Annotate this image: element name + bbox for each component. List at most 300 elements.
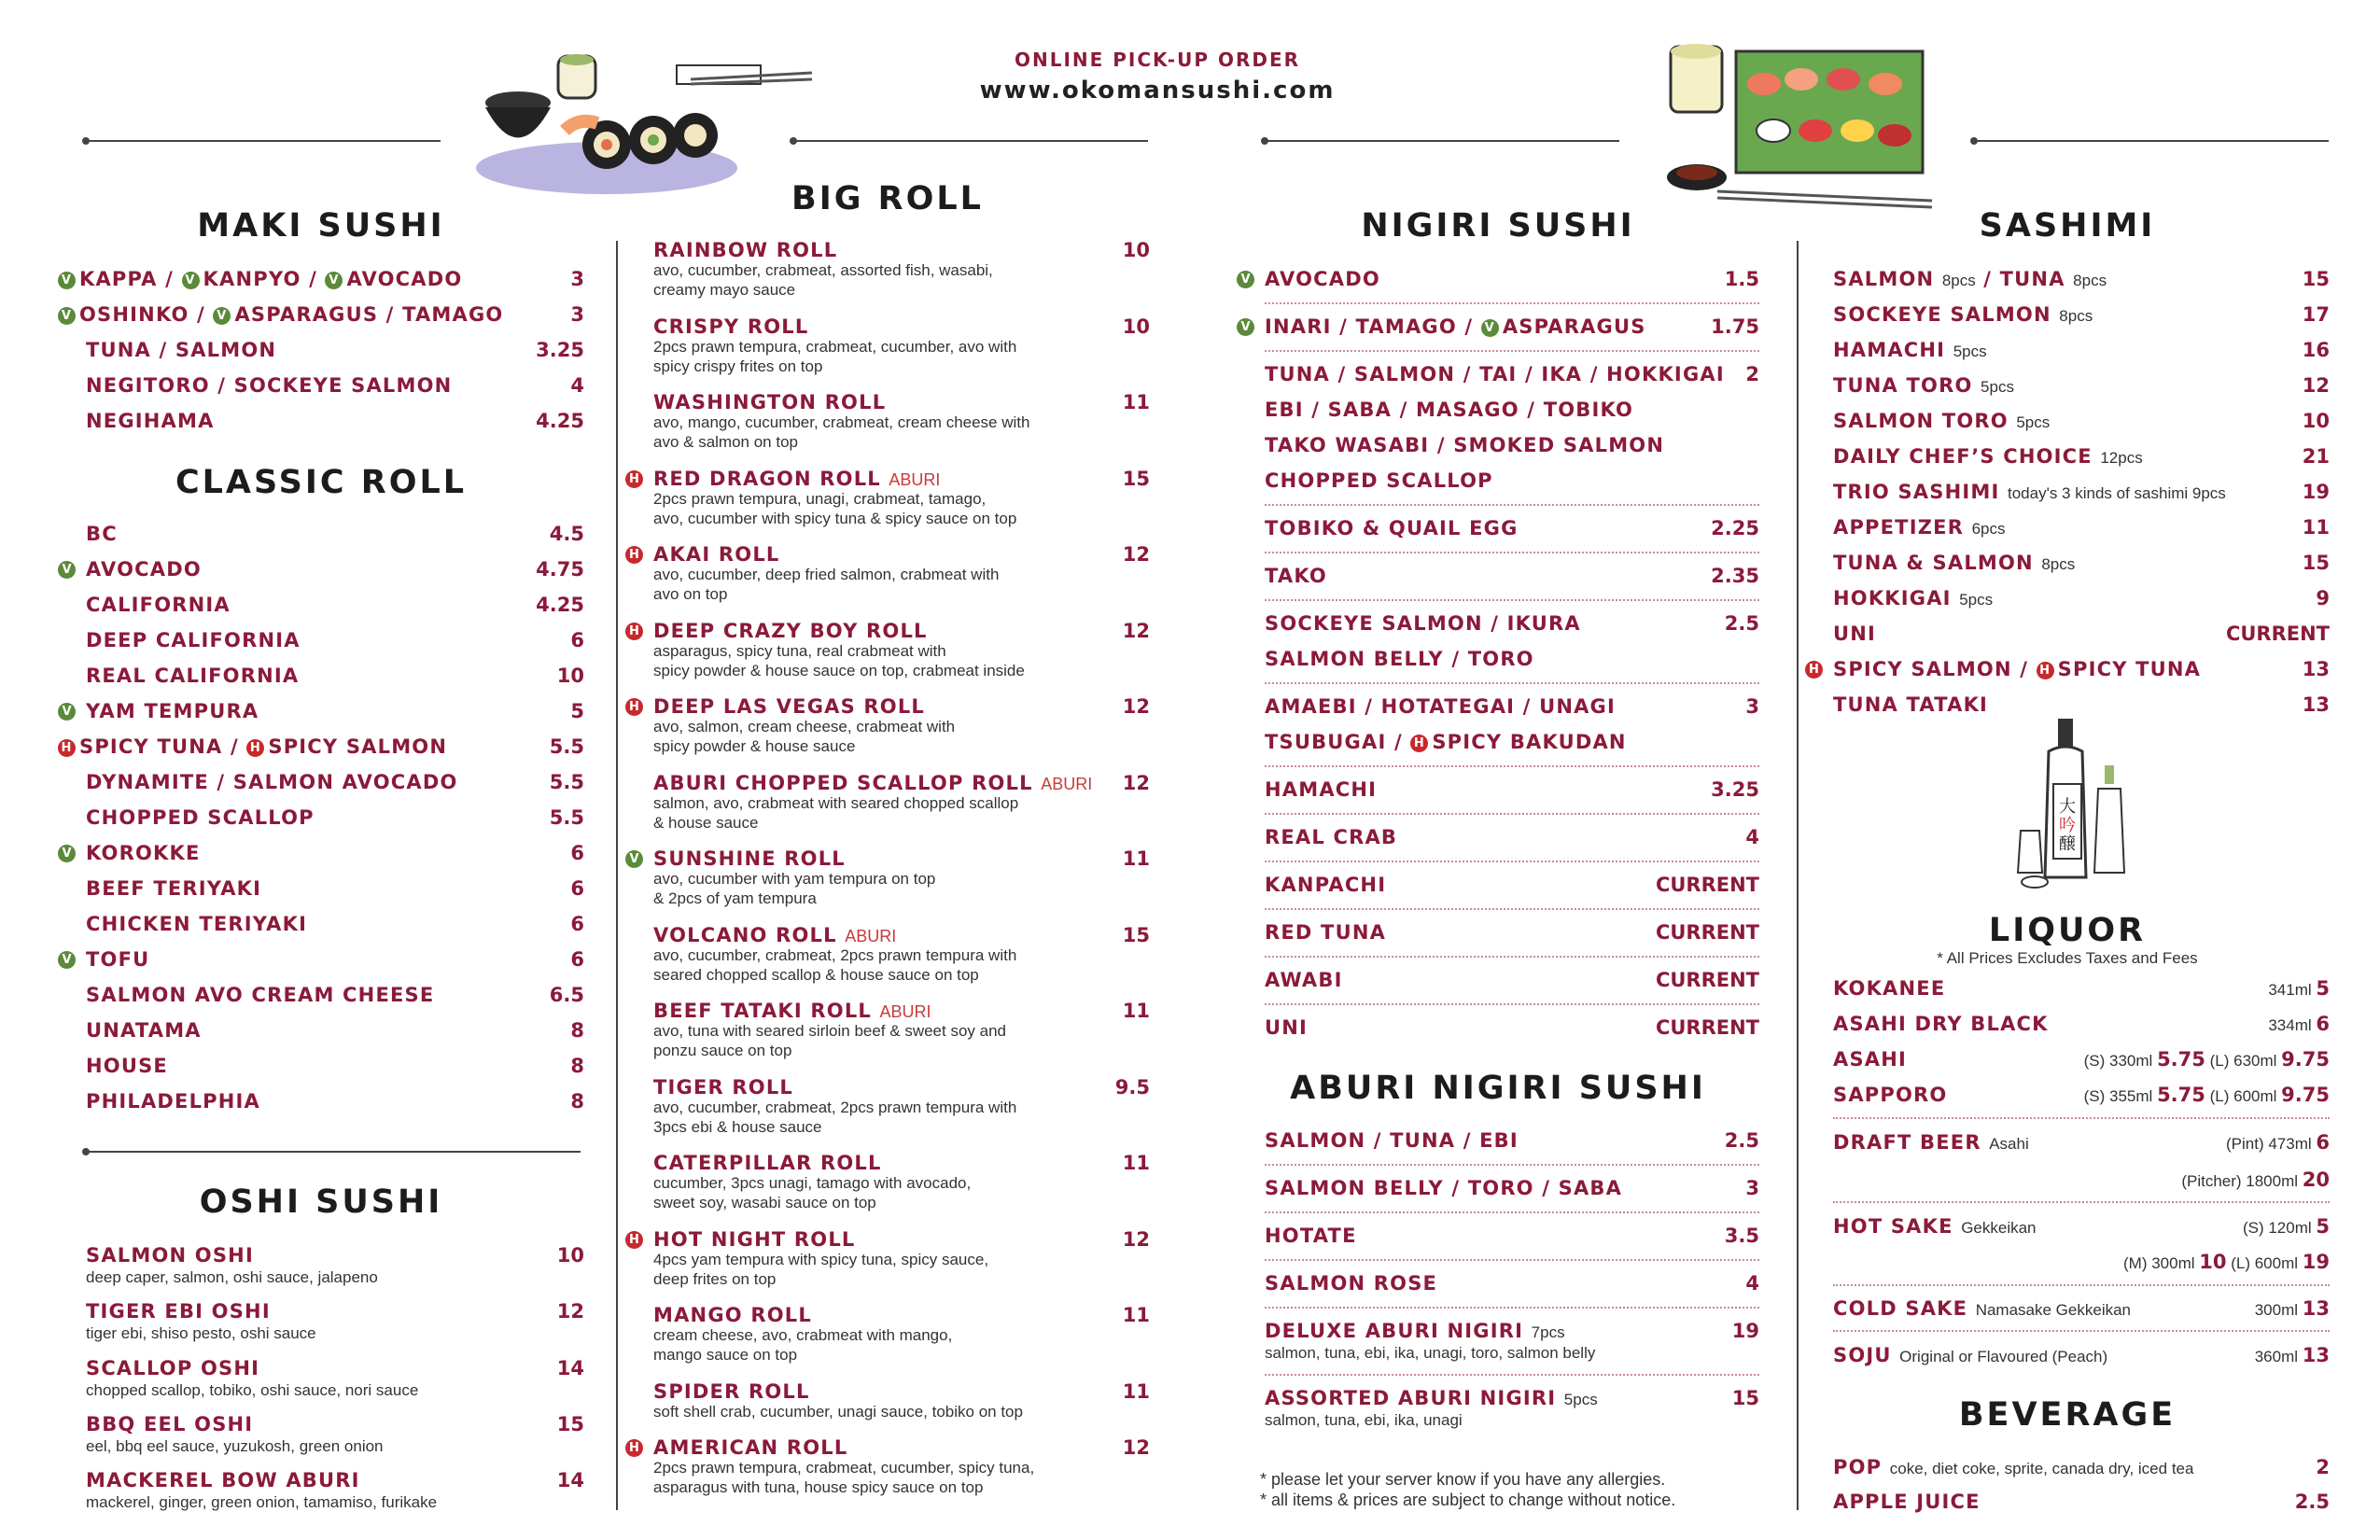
- item-price: 5.75: [2157, 1084, 2205, 1106]
- item-price: 5.5: [549, 735, 584, 758]
- menu-item[interactable]: [58, 303, 584, 331]
- item-price: 6: [570, 913, 584, 935]
- big-roll-item[interactable]: [625, 772, 1150, 837]
- item-name: DEEP LAS VEGAS ROLL: [653, 695, 926, 718]
- menu-item[interactable]: [1237, 1177, 1759, 1205]
- item-description: salmon, tuna, ebi, ika, unagi: [1265, 1411, 1463, 1429]
- item-qty: 8pcs: [1941, 272, 1976, 289]
- item-qty: 7pcs: [1531, 1323, 1565, 1341]
- menu-item[interactable]: [58, 374, 584, 402]
- item-price: 4: [1745, 826, 1759, 848]
- menu-item[interactable]: [58, 700, 584, 728]
- menu-item[interactable]: [1237, 315, 1759, 343]
- item-name: KAPPA: [79, 268, 158, 290]
- item-name-wrap: [653, 1304, 812, 1326]
- item-name: COLD SAKE: [1833, 1297, 1968, 1320]
- svg-text:醸: 醸: [2059, 834, 2076, 854]
- menu-item[interactable]: [58, 339, 584, 367]
- item-name-wrap: [1833, 1344, 2107, 1366]
- item-detail: Original or Flavoured (Peach): [1899, 1348, 2108, 1365]
- item-name: ABURI CHOPPED SCALLOP ROLL: [653, 771, 1033, 794]
- separator: /: [222, 735, 247, 758]
- aburi-tag: ABURI: [845, 926, 897, 945]
- menu-item[interactable]: [1237, 969, 1759, 997]
- spicy-hot-icon: H: [58, 739, 76, 757]
- item-description: avo, salmon, cream cheese, crabmeat with: [653, 718, 956, 735]
- size-price: [2243, 1215, 2330, 1238]
- item-name-wrap: [1833, 516, 2006, 539]
- menu-item[interactable]: [1805, 1491, 2330, 1519]
- dotted-divider: [1265, 350, 1759, 352]
- item-price: 11: [2302, 516, 2330, 539]
- item-name: HOUSE: [86, 1055, 168, 1077]
- dotted-divider: [1833, 1117, 2330, 1119]
- dotted-divider: [1265, 908, 1759, 910]
- item-price: 11: [1122, 847, 1150, 870]
- item-price: 3: [570, 268, 584, 290]
- vegetarian-icon: V: [1237, 271, 1254, 288]
- big-roll-item[interactable]: [625, 468, 1150, 533]
- vegetarian-icon: V: [58, 561, 76, 579]
- dotted-divider: [1265, 1164, 1759, 1166]
- menu-item[interactable]: [58, 1300, 584, 1349]
- item-name: TUNA / SALMON: [86, 339, 277, 361]
- item-description: sweet soy, wasabi sauce on top: [653, 1194, 876, 1211]
- divider-left: [616, 241, 618, 1510]
- item-price: 16: [2302, 339, 2330, 361]
- menu-item[interactable]: [1237, 1387, 1759, 1435]
- item-name: AVOCADO: [86, 558, 202, 581]
- liquor-item[interactable]: [1805, 1344, 2330, 1372]
- menu-item[interactable]: [58, 913, 584, 941]
- menu-item[interactable]: [1237, 778, 1759, 806]
- item-name: SOCKEYE SALMON / IKURA: [1265, 612, 1581, 635]
- item-name: ASAHI DRY BLACK: [1833, 1013, 2049, 1035]
- menu-item[interactable]: [1805, 374, 2330, 402]
- item-name-wrap: [1833, 1048, 1907, 1071]
- item-description: avo, tuna with seared sirloin beef & sweet soy and: [653, 1022, 1006, 1040]
- menu-item[interactable]: [1805, 410, 2330, 438]
- item-name: REAL CRAB: [1265, 826, 1398, 848]
- menu-item[interactable]: [1805, 339, 2330, 367]
- nigiri-tsubugai-row: [1265, 731, 1627, 753]
- item-description: asparagus, spicy tuna, real crabmeat with: [653, 641, 946, 660]
- classic-spicy-row: [58, 735, 447, 758]
- item-price: 2.25: [1711, 517, 1759, 539]
- menu-item[interactable]: [1805, 693, 2330, 721]
- menu-item[interactable]: [1237, 1225, 1759, 1253]
- menu-item[interactable]: [1237, 268, 1759, 296]
- big-roll-item[interactable]: [625, 1076, 1150, 1141]
- item-name: INARI / TAMAGO /: [1265, 315, 1474, 338]
- menu-item[interactable]: [1237, 565, 1759, 593]
- item-price: 10: [1122, 239, 1150, 261]
- item-price: 8: [570, 1019, 584, 1042]
- item-description: avo, cucumber, deep fried salmon, crabmeat with: [653, 566, 1000, 583]
- menu-item[interactable]: [58, 268, 584, 296]
- item-price: 3: [1745, 1177, 1759, 1199]
- item-name: BEEF TERIYAKI: [86, 877, 262, 900]
- item-name: CATERPILLAR ROLL: [653, 1152, 882, 1174]
- menu-item[interactable]: [1237, 1129, 1759, 1157]
- menu-item[interactable]: [58, 1090, 584, 1118]
- item-description: avo, cucumber, crabmeat, 2pcs prawn tempura with: [653, 1098, 1017, 1116]
- big-roll-item[interactable]: [625, 620, 1150, 685]
- item-price: 20: [2302, 1169, 2330, 1191]
- big-roll-item[interactable]: [625, 1152, 1150, 1217]
- item-name: SALMON TORO: [1833, 410, 2009, 432]
- item-name: TAKO WASABI / SMOKED SALMON: [1265, 434, 1665, 456]
- menu-item[interactable]: [58, 948, 584, 976]
- big-roll-title: BIG ROLL: [791, 180, 984, 217]
- item-name: TUNA TORO: [1833, 374, 1973, 397]
- menu-item[interactable]: [1237, 363, 1759, 391]
- big-roll-item[interactable]: [625, 1304, 1150, 1369]
- item-name: ASPARAGUS: [1502, 315, 1646, 338]
- item-name: MANGO ROLL: [653, 1304, 812, 1326]
- menu-item[interactable]: [1237, 826, 1759, 854]
- item-description: creamy mayo sauce: [653, 281, 796, 299]
- menu-item[interactable]: [1237, 731, 1759, 759]
- item-name: SALMON BELLY / TORO / SABA: [1265, 1177, 1623, 1199]
- item-name: SAPPORO: [1833, 1084, 1948, 1106]
- item-description: avo, cucumber, crabmeat, assorted fish, wasabi,: [653, 261, 993, 279]
- item-price: 12: [1122, 695, 1150, 718]
- item-qty: 8pcs: [2059, 307, 2093, 325]
- menu-item[interactable]: [58, 1055, 584, 1083]
- menu-item[interactable]: [1805, 445, 2330, 473]
- item-description: mackerel, ginger, green onion, tamamiso, furikake: [86, 1493, 438, 1511]
- menu-item[interactable]: [58, 1244, 584, 1293]
- menu-item[interactable]: [1805, 587, 2330, 615]
- menu-item[interactable]: [1805, 516, 2330, 544]
- menu-item[interactable]: [58, 877, 584, 905]
- item-name: MACKEREL BOW ABURI: [86, 1469, 360, 1491]
- menu-item[interactable]: [1237, 1016, 1759, 1044]
- item-price: 12: [556, 1300, 584, 1323]
- dotted-divider: [1265, 1003, 1759, 1005]
- item-price: 10: [556, 1244, 584, 1267]
- item-name: EBI / SABA / MASAGO / TOBIKO: [1265, 399, 1634, 421]
- big-roll-item[interactable]: [625, 1228, 1150, 1294]
- big-roll-item[interactable]: [625, 924, 1150, 989]
- menu-item[interactable]: [1237, 469, 1759, 497]
- menu-item[interactable]: [58, 1357, 584, 1406]
- dotted-divider: [1265, 1259, 1759, 1261]
- item-description: asparagus with tuna, house spicy sauce on top: [653, 1478, 984, 1496]
- item-description: & 2pcs of yam tempura: [653, 889, 817, 907]
- liquor-item[interactable]: [1805, 1013, 2330, 1041]
- item-description: tiger ebi, shiso pesto, oshi sauce: [86, 1324, 316, 1342]
- liquor-item[interactable]: [1805, 1215, 2330, 1243]
- separator: /: [301, 268, 326, 290]
- spicy-hot-icon: H: [625, 546, 643, 564]
- vegetarian-icon: V: [625, 850, 643, 868]
- big-roll-item[interactable]: [625, 543, 1150, 609]
- dotted-divider: [1265, 1211, 1759, 1213]
- vegetarian-icon: V: [58, 703, 76, 721]
- big-roll-item[interactable]: [625, 695, 1150, 761]
- item-name-wrap: [1833, 587, 1993, 609]
- separator: /: [157, 268, 182, 290]
- menu-item[interactable]: [1237, 434, 1759, 462]
- item-name: SPICY SALMON: [268, 735, 448, 758]
- item-name: HOKKIGAI: [1833, 587, 1952, 609]
- item-price: 17: [2302, 303, 2330, 326]
- item-name: DEEP CALIFORNIA: [86, 629, 301, 651]
- big-roll-item[interactable]: [625, 315, 1150, 381]
- item-price: 21: [2302, 445, 2330, 468]
- liquor-title: LIQUOR: [1988, 912, 2147, 949]
- menu-item[interactable]: [1237, 517, 1759, 545]
- item-description: 2pcs prawn tempura, crabmeat, cucumber, avo with: [653, 337, 1017, 356]
- item-price: 3.5: [1724, 1225, 1759, 1247]
- item-name: TUNA: [1999, 268, 2065, 290]
- item-name-wrap: [653, 847, 846, 870]
- dotted-divider: [1265, 1374, 1759, 1376]
- item-description: soft shell crab, cucumber, unagi sauce, tobiko on top: [653, 1402, 1023, 1421]
- item-price: 3.25: [536, 339, 584, 361]
- item-price: 2.35: [1711, 565, 1759, 587]
- item-price: 5: [2316, 1215, 2330, 1238]
- menu-item[interactable]: [58, 1019, 584, 1047]
- menu-item[interactable]: [58, 410, 584, 438]
- menu-item[interactable]: [58, 1413, 584, 1462]
- menu-item[interactable]: [1805, 303, 2330, 331]
- item-price: CURRENT: [1655, 1016, 1759, 1039]
- vegetarian-icon: V: [1481, 319, 1499, 337]
- item-price: 8: [570, 1055, 584, 1077]
- item-name: TSUBUGAI /: [1265, 731, 1403, 753]
- item-qty: 5pcs: [2016, 413, 2051, 431]
- item-description: cucumber, 3pcs unagi, tamago with avocado,: [653, 1174, 972, 1192]
- spicy-hot-icon: H: [2037, 662, 2054, 679]
- oshi-title: OSHI SUSHI: [199, 1183, 443, 1221]
- item-price: 5: [570, 700, 584, 722]
- item-price: 12: [1122, 619, 1150, 642]
- menu-item[interactable]: [58, 735, 584, 763]
- menu-item[interactable]: [1237, 648, 1759, 676]
- item-detail: Namasake Gekkeikan: [1975, 1301, 2132, 1319]
- item-detail: Asahi: [1989, 1135, 2029, 1153]
- maki-row-1: [58, 268, 462, 290]
- item-name: RED DRAGON ROLL: [653, 467, 881, 490]
- dotted-divider: [1833, 1284, 2330, 1286]
- item-price: 14: [556, 1469, 584, 1491]
- item-price: CURRENT: [2225, 623, 2330, 645]
- liquor-item[interactable]: [1805, 977, 2330, 1005]
- item-name: SALMON AVO CREAM CHEESE: [86, 984, 435, 1006]
- item-description: avo, cucumber, crabmeat, 2pcs prawn tempura with: [653, 945, 1017, 964]
- menu-item[interactable]: [1805, 268, 2330, 296]
- item-price: 13: [2302, 1297, 2330, 1320]
- menu-item[interactable]: [58, 558, 584, 586]
- big-roll-item[interactable]: [625, 1000, 1150, 1065]
- dotted-divider: [1265, 956, 1759, 958]
- size-price: [2181, 1169, 2330, 1191]
- item-name: HAMACHI: [1833, 339, 1946, 361]
- separator: /: [2011, 658, 2037, 680]
- menu-item[interactable]: [1237, 1272, 1759, 1300]
- item-name-wrap: [653, 391, 886, 413]
- menu-item[interactable]: [58, 523, 584, 551]
- item-description: chopped scallop, tobiko, oshi sauce, nori sauce: [86, 1381, 419, 1399]
- beverage-title: BEVERAGE: [1958, 1396, 2177, 1434]
- menu-item[interactable]: [58, 806, 584, 834]
- divider-right: [1797, 241, 1799, 1510]
- item-name: TAMAGO: [402, 303, 504, 326]
- big-roll-item[interactable]: [625, 847, 1150, 913]
- item-name: TRIO SASHIMI: [1833, 481, 2000, 503]
- item-price: 12: [1122, 771, 1150, 794]
- item-price: 6: [2316, 1013, 2330, 1035]
- item-name-wrap: [1833, 303, 2093, 326]
- aburi-nigiri-title: ABURI NIGIRI SUSHI: [1290, 1070, 1706, 1107]
- menu-item[interactable]: [58, 665, 584, 693]
- item-price: 4: [570, 374, 584, 397]
- menu-item[interactable]: [58, 1469, 584, 1518]
- item-name: TAKO: [1265, 565, 1327, 587]
- menu-item[interactable]: [58, 984, 584, 1012]
- menu-item[interactable]: [58, 594, 584, 622]
- dotted-divider: [1833, 1201, 2330, 1203]
- item-price: 10: [556, 665, 584, 687]
- assorted-aburi-row: [1265, 1387, 1598, 1409]
- column-maki-classic-oshi: [58, 0, 584, 1540]
- menu-item[interactable]: [1237, 695, 1759, 723]
- item-description: deep frites on top: [653, 1269, 777, 1288]
- item-name: SALMON: [1833, 268, 1935, 290]
- item-name: SPIDER ROLL: [653, 1379, 810, 1403]
- menu-item[interactable]: [1805, 658, 2330, 686]
- item-name: ASPARAGUS: [234, 303, 379, 326]
- item-name: AVOCADO: [1265, 268, 1380, 290]
- menu-item[interactable]: [58, 771, 584, 799]
- liquor-item[interactable]: [1805, 1169, 2330, 1197]
- aburi-tag: ABURI: [1041, 774, 1093, 793]
- item-qty: today's 3 kinds of sashimi 9pcs: [2008, 484, 2226, 502]
- item-price: 3: [1745, 695, 1759, 718]
- big-roll-item[interactable]: [625, 1380, 1150, 1446]
- item-name: TUNA TATAKI: [1833, 693, 1989, 716]
- dotted-divider: [1265, 765, 1759, 767]
- item-name: DYNAMITE / SALMON AVOCADO: [86, 771, 458, 793]
- item-name-wrap: [653, 1380, 810, 1403]
- menu-item[interactable]: [1805, 552, 2330, 580]
- item-description: avo on top: [653, 585, 728, 603]
- menu-item[interactable]: [1237, 399, 1759, 427]
- item-qty: 5pcs: [1981, 378, 2014, 396]
- item-price: 6: [570, 877, 584, 900]
- item-description: spicy crispy frites on top: [653, 357, 823, 375]
- menu-item[interactable]: [1237, 874, 1759, 902]
- spicy-hot-icon: H: [625, 623, 643, 640]
- item-description: 2pcs prawn tempura, unagi, crabmeat, tamago,: [653, 489, 987, 508]
- item-price: 15: [556, 1413, 584, 1435]
- item-qty: 8pcs: [2073, 272, 2107, 289]
- liquor-item[interactable]: [1805, 1084, 2330, 1112]
- size-label: (S) 355ml: [2083, 1087, 2153, 1105]
- item-name-wrap: [653, 315, 808, 338]
- menu-item[interactable]: [1237, 1320, 1759, 1368]
- item-name: SALMON BELLY / TORO: [1265, 648, 1534, 670]
- dotted-divider: [1265, 599, 1759, 601]
- liquor-item[interactable]: [1805, 1048, 2330, 1076]
- separator: /: [378, 303, 403, 326]
- item-name-wrap: [1833, 977, 1945, 1000]
- item-name-wrap: [1833, 1084, 1947, 1106]
- liquor-item[interactable]: [1805, 1297, 2330, 1325]
- item-name: CHICKEN TERIYAKI: [86, 913, 308, 935]
- item-name-wrap: [1833, 1013, 2049, 1035]
- item-price: 1.5: [1724, 268, 1759, 290]
- menu-item[interactable]: [1237, 612, 1759, 640]
- spicy-hot-icon: H: [246, 739, 264, 757]
- liquor-item[interactable]: [1805, 1251, 2330, 1279]
- menu-item[interactable]: [1237, 921, 1759, 949]
- size-label: 300ml: [2254, 1301, 2299, 1319]
- item-description: 4pcs yam tempura with spicy tuna, spicy sauce,: [653, 1250, 989, 1268]
- size-label: (L) 600ml: [2231, 1254, 2299, 1272]
- item-price: 6: [570, 842, 584, 864]
- item-price: 12: [1122, 543, 1150, 566]
- item-price: 19: [1731, 1320, 1759, 1342]
- separator: /: [189, 303, 214, 326]
- item-price: 15: [1122, 923, 1150, 946]
- item-name: AVOCADO: [346, 268, 463, 290]
- nigiri-title: NIGIRI SUSHI: [1361, 207, 1635, 245]
- item-name-wrap: [653, 1152, 882, 1174]
- item-description: salmon, tuna, ebi, ika, unagi, toro, salmon belly: [1265, 1344, 1596, 1362]
- spicy-hot-icon: H: [625, 698, 643, 716]
- item-description: avo, mango, cucumber, crabmeat, cream cheese with: [653, 413, 1030, 431]
- item-name: SALMON ROSE: [1265, 1272, 1438, 1295]
- menu-item[interactable]: [1805, 481, 2330, 509]
- website-url[interactable]: www.okomansushi.com: [979, 77, 1336, 105]
- item-detail: Gekkeikan: [1961, 1219, 2037, 1237]
- item-price: CURRENT: [1655, 874, 1759, 896]
- item-price: 15: [1731, 1387, 1759, 1409]
- menu-item[interactable]: [1805, 1456, 2330, 1484]
- big-roll-item[interactable]: [625, 1436, 1150, 1502]
- big-roll-item[interactable]: [625, 239, 1150, 304]
- item-name-wrap: [1833, 445, 2143, 468]
- big-roll-item[interactable]: [625, 391, 1150, 456]
- item-price: 6: [2316, 1131, 2330, 1154]
- menu-item[interactable]: [58, 629, 584, 657]
- menu-item[interactable]: [58, 842, 584, 870]
- size-label: (S) 120ml: [2242, 1219, 2312, 1237]
- item-name-wrap: [1833, 374, 2014, 397]
- item-name: KANPYO: [203, 268, 301, 290]
- item-name: SALMON / TUNA / EBI: [1265, 1129, 1519, 1152]
- column-nigiri: [1237, 0, 1759, 1540]
- size-price: [2226, 1131, 2330, 1154]
- item-price: 10: [2302, 410, 2330, 432]
- item-name: TOFU: [86, 948, 150, 971]
- item-name: HOT SAKE: [1833, 1215, 1953, 1238]
- item-price: 13: [2302, 658, 2330, 680]
- item-name-wrap: [1833, 1297, 2131, 1320]
- item-description: mango sauce on top: [653, 1346, 798, 1364]
- item-name: CRISPY ROLL: [653, 315, 809, 338]
- item-price: CURRENT: [1655, 921, 1759, 944]
- item-name: TIGER ROLL: [653, 1075, 793, 1099]
- menu-item[interactable]: [1805, 623, 2330, 651]
- item-price: 5: [2316, 977, 2330, 1000]
- liquor-item[interactable]: [1805, 1131, 2330, 1159]
- item-name-wrap: [1833, 552, 2075, 574]
